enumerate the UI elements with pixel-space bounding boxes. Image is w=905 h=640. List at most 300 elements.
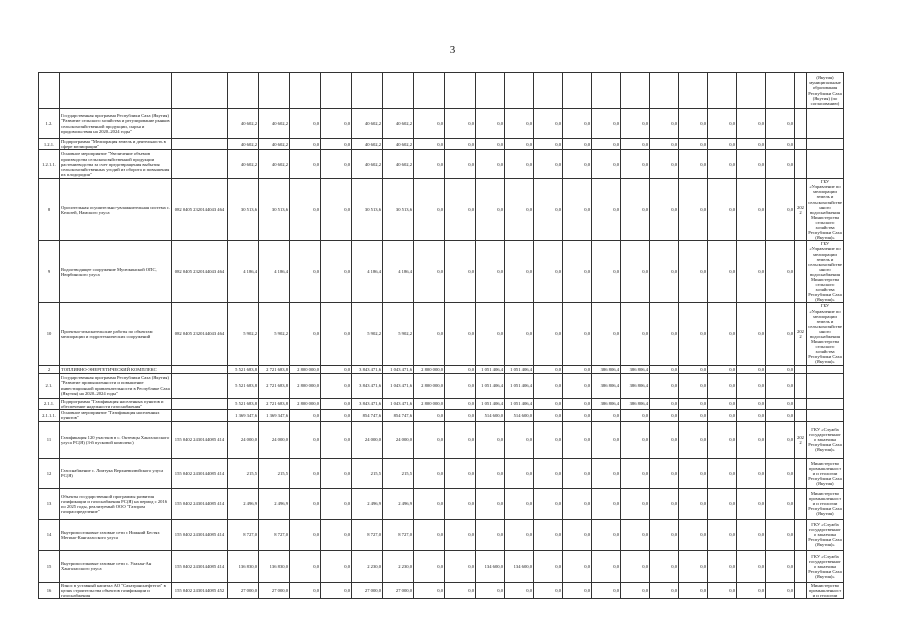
- table-cell: 0,0: [766, 373, 795, 398]
- table-cell: [321, 73, 352, 109]
- table-cell: 0,0: [708, 373, 737, 398]
- table-cell: 2.1.1.1.: [39, 409, 60, 421]
- table-cell: 2 800 000,0: [290, 373, 321, 398]
- table-cell: 1 043 471,6: [383, 373, 414, 398]
- table-cell: 134 600,0: [476, 550, 505, 582]
- table-cell: 082 0405 2320144043 464: [172, 241, 228, 303]
- table-cell: 40 602,2: [352, 139, 383, 150]
- table-cell: 2 496,9: [352, 488, 383, 519]
- table-cell: 24 000,0: [228, 421, 259, 458]
- table-cell: 215,5: [259, 458, 290, 488]
- table-row: [39, 109, 844, 139]
- table-cell: 0,0: [445, 303, 476, 365]
- table-cell: 1 369 347,6: [228, 409, 259, 421]
- table-cell: 0,0: [476, 582, 505, 598]
- table-cell: 0,0: [766, 109, 795, 139]
- table-cell: 2: [39, 365, 60, 373]
- table-cell: 0,0: [563, 139, 592, 150]
- table-cell: 136 830,0: [259, 550, 290, 582]
- table-cell: 1 051 406,4: [505, 365, 534, 373]
- table-row: [39, 139, 844, 150]
- table-cell: ГКУ «Служба государственного заказчика Республики Саха (Якутия)»: [807, 519, 844, 550]
- table-row: [39, 519, 844, 550]
- table-cell: 3 843 471,6: [352, 398, 383, 409]
- table-cell: [708, 73, 737, 109]
- table-cell: [172, 139, 228, 150]
- table-cell: 0,0: [708, 179, 737, 241]
- table-cell: 0,0: [563, 365, 592, 373]
- table-cell: 0,0: [445, 409, 476, 421]
- table-cell: Газификация 120 участков в с. Октемцы Хангаласского улуса РС(Я) (3-й пусковой комплекс): [60, 421, 172, 458]
- table-cell: 2 800 000,0: [290, 365, 321, 373]
- table-cell: 0,0: [766, 241, 795, 303]
- table-cell: [807, 109, 844, 139]
- table-row: [39, 488, 844, 519]
- table-cell: 0,0: [708, 458, 737, 488]
- table-cell: 0,0: [290, 409, 321, 421]
- table-cell: 0,0: [621, 550, 650, 582]
- table-cell: 0,0: [534, 519, 563, 550]
- budget-table-body: [39, 73, 844, 599]
- table-cell: Подпрограмма "Мелиорация земель и деятельность в сфере мелиорации": [60, 139, 172, 150]
- table-cell: Министерство промышленности и геологии Республики Саха (Якутия): [807, 458, 844, 488]
- table-cell: 0,0: [534, 582, 563, 598]
- table-cell: 0,0: [534, 488, 563, 519]
- table-cell: 0,0: [592, 303, 621, 365]
- table-cell: 0,0: [563, 179, 592, 241]
- table-cell: [172, 398, 228, 409]
- table-cell: 0,0: [592, 421, 621, 458]
- table-cell: 0,0: [621, 241, 650, 303]
- table-cell: 24 000,0: [259, 421, 290, 458]
- table-cell: 0,0: [621, 139, 650, 150]
- table-cell: 0,0: [708, 550, 737, 582]
- table-cell: 40 602,2: [383, 139, 414, 150]
- table-cell: 0,0: [621, 109, 650, 139]
- table-cell: 0,0: [766, 421, 795, 458]
- table-cell: 0,0: [563, 550, 592, 582]
- table-cell: 0,0: [445, 519, 476, 550]
- table-cell: (Якутия) муниципальные образования Республики Саха (Якутия) (по согласованию): [807, 73, 844, 109]
- table-cell: 0,0: [563, 409, 592, 421]
- table-cell: 40 602,2: [259, 150, 290, 179]
- table-cell: [534, 73, 563, 109]
- table-cell: 0,0: [650, 179, 679, 241]
- table-cell: 0,0: [708, 582, 737, 598]
- table-cell: 0,0: [679, 421, 708, 458]
- table-cell: 0,0: [414, 488, 445, 519]
- table-cell: [795, 409, 807, 421]
- table-cell: 0,0: [414, 409, 445, 421]
- table-cell: 215,5: [383, 458, 414, 488]
- table-cell: 2 496,9: [228, 488, 259, 519]
- table-cell: 0,0: [679, 398, 708, 409]
- table-cell: 0,0: [650, 550, 679, 582]
- table-cell: [563, 73, 592, 109]
- table-cell: 1.2.1.: [39, 139, 60, 150]
- page-number: 3: [449, 44, 456, 56]
- table-cell: 0,0: [445, 241, 476, 303]
- table-cell: 0,0: [708, 398, 737, 409]
- table-cell: 0,0: [737, 398, 766, 409]
- table-cell: 0,0: [445, 458, 476, 488]
- table-cell: 0,0: [766, 365, 795, 373]
- table-cell: 0,0: [290, 139, 321, 150]
- table-cell: 0,0: [445, 550, 476, 582]
- table-cell: 0,0: [445, 398, 476, 409]
- table-cell: [679, 73, 708, 109]
- table-cell: [476, 73, 505, 109]
- table-cell: 40 602,2: [228, 109, 259, 139]
- table-cell: 0,0: [737, 139, 766, 150]
- table-cell: 0,0: [708, 139, 737, 150]
- table-cell: 0,0: [592, 109, 621, 139]
- table-cell: 5 521 683,8: [228, 373, 259, 398]
- table-row: [39, 409, 844, 421]
- table-cell: 0,0: [476, 488, 505, 519]
- table-cell: 0,0: [290, 241, 321, 303]
- table-cell: 0,0: [621, 303, 650, 365]
- table-cell: 0,0: [650, 373, 679, 398]
- table-row: [39, 150, 844, 179]
- table-cell: 386 806,4: [592, 373, 621, 398]
- table-cell: 0,0: [679, 139, 708, 150]
- table-cell: 0,0: [592, 241, 621, 303]
- table-cell: 0,0: [679, 582, 708, 598]
- table-cell: 1 043 471,6: [383, 398, 414, 409]
- table-cell: [807, 409, 844, 421]
- table-cell: [795, 365, 807, 373]
- table-row: [39, 398, 844, 409]
- table-cell: 0,0: [621, 179, 650, 241]
- table-cell: 0,0: [766, 519, 795, 550]
- table-cell: 3 843 471,6: [352, 373, 383, 398]
- table-cell: 12: [39, 458, 60, 488]
- table-cell: 4 186,4: [383, 241, 414, 303]
- table-cell: 0,0: [476, 458, 505, 488]
- table-cell: 0,0: [445, 150, 476, 179]
- table-cell: 0,0: [650, 519, 679, 550]
- table-cell: Основное мероприятие "Увеличение объемов производства сельскохозяйственной продукции растениеводства за счет предотвращения выбытия сельскохозяйственных угодий из оборота и повышения их плодородия": [60, 150, 172, 179]
- table-cell: 0,0: [290, 458, 321, 488]
- table-cell: [39, 73, 60, 109]
- table-cell: 0,0: [534, 409, 563, 421]
- table-cell: 0,0: [650, 303, 679, 365]
- table-cell: 24 000,0: [352, 421, 383, 458]
- table-cell: 0,0: [650, 150, 679, 179]
- budget-table: [38, 72, 844, 599]
- table-cell: 0,0: [476, 519, 505, 550]
- table-cell: 0,0: [679, 488, 708, 519]
- table-cell: 40 602,2: [352, 150, 383, 179]
- table-cell: 0,0: [445, 488, 476, 519]
- table-cell: 854 747,6: [383, 409, 414, 421]
- table-cell: 0,0: [766, 550, 795, 582]
- table-cell: 0,0: [321, 582, 352, 598]
- table-cell: 0,0: [650, 241, 679, 303]
- table-cell: 0,0: [476, 109, 505, 139]
- table-row: [39, 421, 844, 458]
- table-cell: 8 727,0: [352, 519, 383, 550]
- table-cell: 0,0: [766, 303, 795, 365]
- table-cell: 9: [39, 241, 60, 303]
- table-cell: 0,0: [414, 582, 445, 598]
- table-cell: 0,0: [592, 458, 621, 488]
- table-cell: [592, 73, 621, 109]
- table-cell: 0,0: [534, 365, 563, 373]
- table-cell: 5 902,2: [383, 303, 414, 365]
- table-cell: 082 0405 2320144043 464: [172, 179, 228, 241]
- table-cell: 0,0: [534, 179, 563, 241]
- table-row: [39, 241, 844, 303]
- table-cell: 0,0: [534, 550, 563, 582]
- table-cell: Подпрограмма "Газификация населенных пунктов и обеспечение надежности газоснабжения": [60, 398, 172, 409]
- table-cell: 40 602,2: [259, 139, 290, 150]
- table-cell: 0,0: [534, 150, 563, 179]
- table-cell: [795, 488, 807, 519]
- table-cell: 0,0: [563, 373, 592, 398]
- table-cell: [807, 373, 844, 398]
- table-cell: 2 496,9: [259, 488, 290, 519]
- table-row: [39, 303, 844, 365]
- table-row: [39, 179, 844, 241]
- table-cell: [795, 398, 807, 409]
- table-cell: 11: [39, 421, 60, 458]
- table-cell: 0,0: [414, 519, 445, 550]
- table-cell: 0,0: [290, 519, 321, 550]
- table-cell: 0,0: [563, 519, 592, 550]
- table-cell: Взнос в уставный капитал АО "Сахатранснефтегаз" в целях строительства объектов газификации и газоснабжения: [60, 582, 172, 598]
- table-cell: 1 051 406,4: [476, 373, 505, 398]
- table-cell: [807, 139, 844, 150]
- table-cell: 0,0: [679, 519, 708, 550]
- table-cell: [172, 150, 228, 179]
- table-cell: 0,0: [563, 150, 592, 179]
- table-cell: ГКУ «Служба государственного заказчика Республики Саха (Якутия)»: [807, 550, 844, 582]
- table-cell: [172, 409, 228, 421]
- table-cell: 215,5: [228, 458, 259, 488]
- table-cell: 0,0: [592, 150, 621, 179]
- table-cell: 0,0: [321, 488, 352, 519]
- table-cell: 0,0: [505, 519, 534, 550]
- table-cell: 0,0: [621, 519, 650, 550]
- table-cell: 2 800 000,0: [290, 398, 321, 409]
- table-cell: 134 600,0: [505, 550, 534, 582]
- table-cell: [795, 73, 807, 109]
- table-cell: 386 806,4: [621, 365, 650, 373]
- table-cell: [807, 398, 844, 409]
- table-cell: 0,0: [679, 409, 708, 421]
- table-cell: 0,0: [414, 179, 445, 241]
- table-cell: 0,0: [476, 139, 505, 150]
- table-cell: 8 727,0: [383, 519, 414, 550]
- table-cell: 0,0: [708, 365, 737, 373]
- table-cell: 0,0: [737, 241, 766, 303]
- table-cell: Объекты государственной программы развития газификации и газоснабжения РС(Я) на период с 2016 по 2025 годы, реализуемый ООО "Газпром газораспределение": [60, 488, 172, 519]
- table-cell: 0,0: [592, 582, 621, 598]
- table-cell: 0,0: [476, 303, 505, 365]
- table-cell: [172, 109, 228, 139]
- table-cell: 30 513,6: [352, 179, 383, 241]
- table-cell: 0,0: [708, 519, 737, 550]
- table-cell: 30 513,6: [228, 179, 259, 241]
- table-cell: 0,0: [321, 421, 352, 458]
- table-cell: 5 521 683,8: [228, 398, 259, 409]
- table-cell: 0,0: [505, 458, 534, 488]
- table-cell: 0,0: [650, 109, 679, 139]
- table-cell: 0,0: [766, 179, 795, 241]
- table-cell: 0,0: [290, 421, 321, 458]
- table-cell: 0,0: [592, 139, 621, 150]
- table-cell: 0,0: [445, 109, 476, 139]
- table-cell: 0,0: [737, 550, 766, 582]
- table-cell: Водоотводящее сооружение Мусюкинской ОПС, Нюрбинского улуса: [60, 241, 172, 303]
- table-cell: 0,0: [290, 550, 321, 582]
- table-cell: 2 800 000,0: [414, 398, 445, 409]
- table-cell: [352, 73, 383, 109]
- table-cell: [259, 73, 290, 109]
- table-cell: 0,0: [737, 373, 766, 398]
- table-row: [39, 365, 844, 373]
- table-cell: [795, 150, 807, 179]
- table-cell: 0,0: [737, 421, 766, 458]
- table-cell: 2 496,9: [383, 488, 414, 519]
- table-cell: 0,0: [445, 582, 476, 598]
- table-cell: 0,0: [737, 365, 766, 373]
- table-cell: 0,0: [290, 582, 321, 598]
- table-cell: 0,0: [321, 458, 352, 488]
- table-cell: 215,5: [352, 458, 383, 488]
- table-cell: 0,0: [737, 109, 766, 139]
- table-cell: 0,0: [679, 550, 708, 582]
- table-cell: 0,0: [534, 139, 563, 150]
- table-cell: 0,0: [445, 179, 476, 241]
- table-cell: 0,0: [505, 241, 534, 303]
- table-cell: 2 230,0: [383, 550, 414, 582]
- table-cell: [795, 582, 807, 598]
- table-cell: 0,0: [737, 488, 766, 519]
- table-cell: 0,0: [321, 373, 352, 398]
- table-cell: 2 721 683,8: [259, 373, 290, 398]
- table-cell: 0,0: [621, 150, 650, 179]
- table-cell: [737, 73, 766, 109]
- table-cell: ГКУ «Служба государственного заказчика Республики Саха (Якутия)»: [807, 421, 844, 458]
- table-cell: 0,0: [476, 421, 505, 458]
- table-cell: 0,0: [679, 179, 708, 241]
- table-cell: 0,0: [321, 109, 352, 139]
- table-cell: [228, 73, 259, 109]
- table-cell: ТОПЛИВНО-ЭНЕРГЕТИЧЕСКИЙ КОМПЛЕКС: [60, 365, 172, 373]
- table-cell: Оросительная осушительно-увлажнительная система с. Кельтей, Намского улуса: [60, 179, 172, 241]
- table-cell: 4 186,4: [228, 241, 259, 303]
- table-cell: 0,0: [321, 139, 352, 150]
- table-cell: 0,0: [679, 150, 708, 179]
- table-cell: 0,0: [679, 365, 708, 373]
- table-cell: 40 602,2: [383, 150, 414, 179]
- table-cell: 8 727,0: [228, 519, 259, 550]
- table-cell: [795, 241, 807, 303]
- table-cell: 155 0402 2430144085 414: [172, 458, 228, 488]
- table-cell: [172, 365, 228, 373]
- table-cell: 2 230,0: [352, 550, 383, 582]
- table-cell: 0,0: [650, 458, 679, 488]
- table-row: [39, 373, 844, 398]
- table-cell: 0,0: [621, 582, 650, 598]
- table-cell: [795, 519, 807, 550]
- table-cell: 0,0: [414, 139, 445, 150]
- table-cell: [621, 73, 650, 109]
- table-cell: 0,0: [766, 150, 795, 179]
- table-cell: 0,0: [534, 109, 563, 139]
- table-cell: 155 0402 2430144085 414: [172, 519, 228, 550]
- table-cell: 1 051 406,4: [505, 373, 534, 398]
- table-cell: 386 806,4: [621, 373, 650, 398]
- table-cell: 0,0: [650, 421, 679, 458]
- table-cell: ГБУ «Управление по мелиорации земель и сельскохозяйственного водоснабжения Министерства сельского хозяйства Республики Саха (Якутия)»: [808, 241, 842, 303]
- table-cell: 0,0: [414, 550, 445, 582]
- table-cell: 0,0: [505, 488, 534, 519]
- table-cell: 155 0402 2430144085 414: [172, 421, 228, 458]
- table-cell: 0,0: [650, 365, 679, 373]
- table-cell: 0,0: [563, 458, 592, 488]
- table-cell: 0,0: [321, 550, 352, 582]
- table-cell: 0,0: [766, 458, 795, 488]
- table-cell: 0,0: [737, 519, 766, 550]
- table-cell: 0,0: [534, 421, 563, 458]
- table-cell: Проектно-изыскательские работы по объектам мелиорации и гидротехнических сооружений: [60, 303, 172, 365]
- table-cell: 27 000,0: [352, 582, 383, 598]
- table-cell: 0,0: [737, 303, 766, 365]
- table-cell: 0,0: [621, 488, 650, 519]
- table-cell: 4 186,4: [352, 241, 383, 303]
- table-cell: 8 727,0: [259, 519, 290, 550]
- table-cell: 40 602,2: [383, 109, 414, 139]
- table-cell: 0,0: [290, 150, 321, 179]
- table-cell: 0,0: [534, 458, 563, 488]
- table-cell: 10: [39, 303, 60, 365]
- table-cell: 0,0: [321, 179, 352, 241]
- table-cell: 0,0: [414, 150, 445, 179]
- table-cell: 2 721 683,8: [259, 398, 290, 409]
- table-cell: 0,0: [708, 421, 737, 458]
- table-cell: 0,0: [505, 109, 534, 139]
- table-cell: 1 051 406,4: [505, 398, 534, 409]
- table-cell: 0,0: [563, 109, 592, 139]
- table-cell: 514 600,0: [476, 409, 505, 421]
- table-cell: 3 843 471,6: [352, 365, 383, 373]
- table-cell: 0,0: [505, 582, 534, 598]
- table-cell: 2.1.: [39, 373, 60, 398]
- table-cell: 0,0: [445, 373, 476, 398]
- table-cell: 0,0: [321, 365, 352, 373]
- table-cell: 0,0: [592, 409, 621, 421]
- table-cell: 854 747,6: [352, 409, 383, 421]
- table-cell: 2.1.1.: [39, 398, 60, 409]
- table-cell: 0,0: [766, 398, 795, 409]
- table-cell: [172, 373, 228, 398]
- table-cell: 0,0: [563, 421, 592, 458]
- table-cell: 0,0: [505, 139, 534, 150]
- table-cell: 24 000,0: [383, 421, 414, 458]
- table-row: [39, 458, 844, 488]
- table-cell: 1.2.: [39, 109, 60, 139]
- table-cell: 0,0: [592, 488, 621, 519]
- table-cell: 5 902,2: [259, 303, 290, 365]
- table-cell: [445, 73, 476, 109]
- table-cell: 0,0: [708, 409, 737, 421]
- table-cell: 1 369 347,6: [259, 409, 290, 421]
- table-cell: 0,0: [414, 303, 445, 365]
